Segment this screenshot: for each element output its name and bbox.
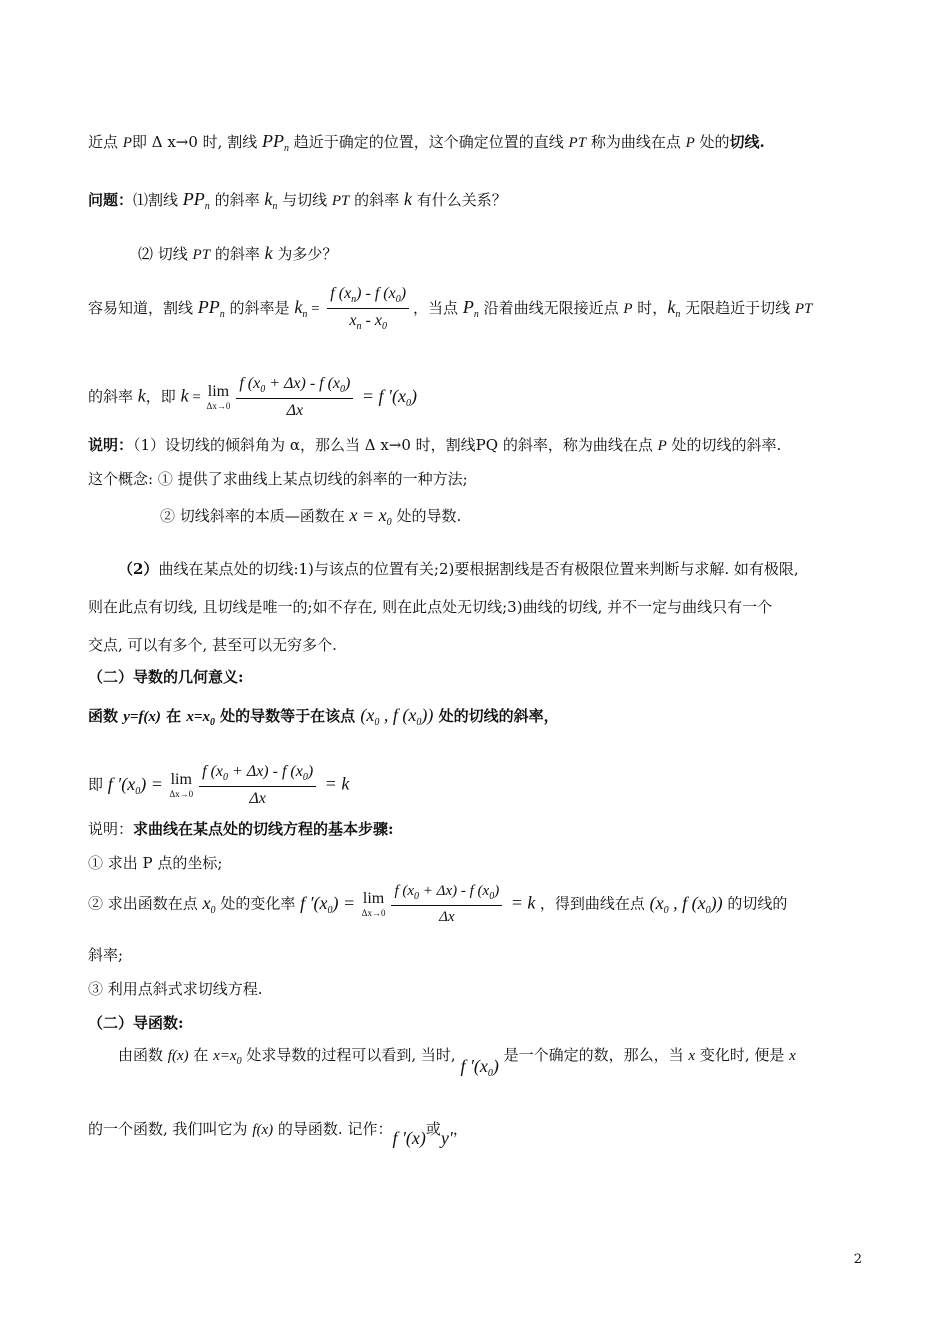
paragraph-secant-limit: 近点 P即 Δ x→0 时, 割线 $PP_n$ 趋近于确定的位置，这个确定位置的直线 PT 称为曲线在点 P 处的切线. (88, 131, 765, 154)
step-3: ③ 利用点斜式求切线方程. (88, 980, 263, 998)
note-2-line-3: 交点, 可以有多个, 甚至可以无穷多个. (88, 636, 337, 654)
note-2-line-2: 则在此点有切线, 且切线是唯一的;如不存在, 则在此点处无切线;3)曲线的切线, 并不一定与曲线只有一个 (88, 598, 773, 616)
paragraph-secant-slope: 容易知道，割线 $PP_n$ 的斜率是 $k_n$ = $\frac{f (x_n) - f (x_0)}{x_n - x_0}$ ，当点 $P_n$ 沿着曲线无限接近点 P 时，$k_n$ 无限趋近于切线 PT (88, 285, 813, 332)
step-2: ② 求出函数在点 $x_0$ 处的变化率 f $'(x_0)$ = lim Δx→0 $\frac{f (x_0 + \Delta x) - f (x_0)}{\Delta x}$ = k ，得到曲线在点 ($x_0$ , f $(x_0)$) 的切线的 (88, 883, 788, 925)
geometric-meaning-statement: 函数 y=f(x) 在 $x=x_0$ 处的导数等于在该点 ($x_0$ , f $(x_0)$) 处的切线的斜率， (88, 705, 559, 728)
term-tangent: 切线. (729, 133, 765, 151)
derivative-formula: 即 f $'(x_0)$ = lim Δx→0 $\frac{f (x_0 + \Delta x) - f (x_0)}{\Delta x}$ = k (88, 763, 350, 807)
section-heading-geometric-meaning: （二）导数的几何意义: (88, 668, 244, 686)
question-2: ⑵ 切线 PT 的斜率 k 为多少？ (138, 243, 338, 263)
steps-heading: 说明：求曲线在某点处的切线方程的基本步骤: (88, 820, 394, 838)
fraction-derivative: $\frac{f (x_0 + \Delta x) - f (x_0)}{\Delta x}$ (236, 376, 353, 419)
fraction-secant-slope: $\frac{f (x_n) - f (x_0)}{x_n - x_0}$ (327, 286, 409, 332)
derivative-function-line-2: 的一个函数, 我们叫它为 f(x) 的导函数. 记作：f ′(x)或y′， (88, 1120, 468, 1148)
concept-line-1: 这个概念: ① 提供了求曲线上某点切线的斜率的一种方法; (88, 470, 468, 488)
step-2-continued: 斜率; (88, 946, 124, 964)
step-1: ① 求出 P 点的坐标; (88, 854, 223, 872)
note-2-line-1: （2）曲线在某点处的切线:1)与该点的位置有关;2)要根据割线是否有极限位置来判断与求解. 如有极限, (118, 560, 799, 578)
concept-line-2: ② 切线斜率的本质—函数在 $x = x_0$ 处的导数. (160, 505, 462, 528)
section-heading-derivative-function: （二）导函数: (88, 1014, 184, 1032)
math-PPn: $PP_n$ (261, 131, 289, 154)
note-1: 说明：（1）设切线的倾斜角为 α，那么当 Δ x→0 时，割线PQ 的斜率，称为曲线在点 P 处的切线的斜率. (88, 436, 782, 454)
page-number: 2 (853, 1252, 862, 1267)
paragraph-limit-definition: 的斜率 k，即 k = lim Δx→0 $\frac{f (x_0 + \Delta x) - f (x_0)}{\Delta x}$ = f $'(x_0)$ (88, 375, 417, 419)
derivative-function-line-1: 由函数 f(x) 在 $x=x_0$ 处求导数的过程可以看到, 当时, f $'(x_0)$ 是一个确定的数，那么，当 x 变化时, 便是 x (118, 1046, 796, 1079)
limit-operator: lim Δx→0 (206, 383, 231, 411)
question-1: 问题：⑴割线 $PP_n$ 的斜率 $k_n$ 与切线 PT 的斜率 k 有什么关系？ (88, 189, 507, 212)
